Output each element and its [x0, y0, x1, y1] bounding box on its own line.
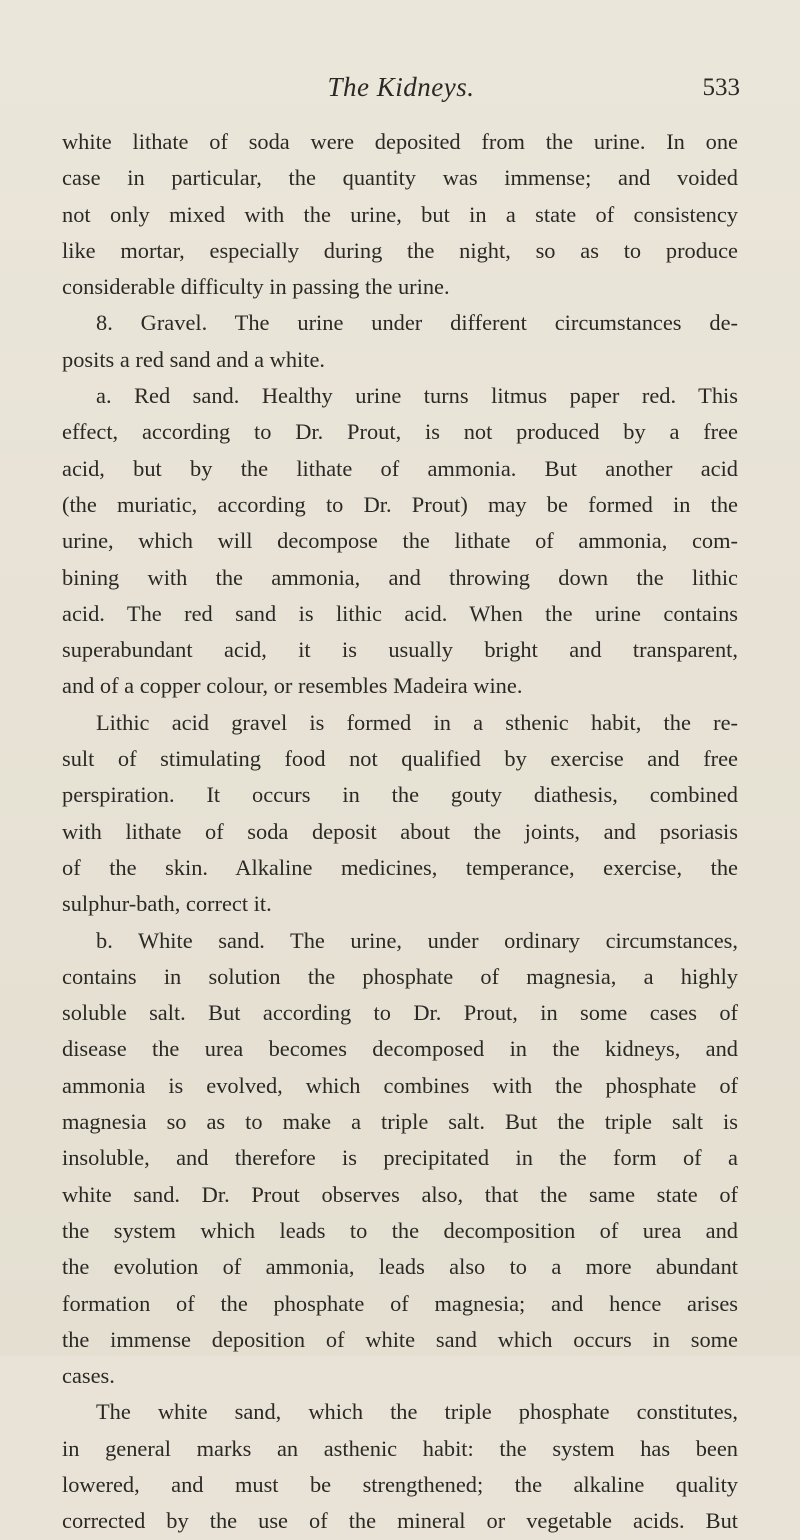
text-line: effect, according to Dr. Prout, is not produced by a free: [62, 419, 738, 445]
text-line: magnesia so as to make a triple salt. But the triple salt is: [62, 1109, 738, 1135]
text-line: the evolution of ammonia, leads also to a more abundant: [62, 1254, 738, 1280]
text-line: bining with the ammonia, and throwing down the lithic: [62, 564, 738, 590]
text-line: superabundant acid, it is usually bright and transparent,: [62, 637, 738, 663]
text-line: the system which leads to the decomposition of urea and: [62, 1217, 738, 1243]
text-line: white lithate of soda were deposited from the urine. In one: [62, 129, 738, 154]
text-line: like mortar, especially during the night, so as to produce: [62, 237, 738, 263]
text-line: perspiration. It occurs in the gouty diathesis, combined: [62, 782, 738, 808]
text-line: soluble salt. But according to Dr. Prout, in some cases of: [62, 1000, 738, 1026]
section-heading-gravel: 8. Gravel. The urine under different circumstances de-: [96, 310, 738, 336]
text-line: (the muriatic, according to Dr. Prout) may be formed in the: [62, 491, 738, 517]
paragraph-triple-phosphate: The white sand, which the triple phosphate constitutes,: [96, 1399, 738, 1425]
text-line: disease the urea becomes decomposed in the kidneys, and: [62, 1036, 738, 1062]
text-line: acid, but by the lithate of ammonia. But another acid: [62, 455, 738, 481]
text-line: white sand. Dr. Prout observes also, that the same state of: [62, 1181, 738, 1207]
text-line: corrected by the use of the mineral or vegetable acids. But: [62, 1508, 738, 1534]
text-line: of the skin. Alkaline medicines, temperance, exercise, the: [62, 854, 738, 880]
text-line: and of a copper colour, or resembles Madeira wine.: [62, 673, 523, 699]
text-line: insoluble, and therefore is precipitated in the form of a: [62, 1145, 738, 1171]
body-text: [62, 124, 738, 1540]
subsection-red-sand: a. Red sand. Healthy urine turns litmus paper red. This: [96, 383, 738, 409]
text-line: considerable difficulty in passing the urine.: [62, 274, 450, 300]
text-line: the immense deposition of white sand which occurs in some: [62, 1326, 738, 1352]
text-line: sult of stimulating food not qualified by exercise and free: [62, 746, 738, 772]
paragraph-lithic-gravel: Lithic acid gravel is formed in a sthenic habit, the re-: [96, 709, 738, 735]
text-line: cases.: [62, 1363, 115, 1389]
text-line: with lithate of soda deposit about the joints, and psoriasis: [62, 818, 738, 844]
text-line: lowered, and must be strengthened; the alkaline quality: [62, 1471, 738, 1497]
text-line: case in particular, the quantity was immense; and voided: [62, 165, 738, 191]
text-line: acid. The red sand is lithic acid. When the urine contains: [62, 600, 738, 626]
text-line: formation of the phosphate of magnesia; and hence arises: [62, 1290, 738, 1316]
text-line: in general marks an asthenic habit: the system has been: [62, 1435, 738, 1461]
page-number: 533: [702, 74, 740, 101]
text-line: not only mixed with the urine, but in a state of consistency: [62, 201, 738, 227]
text-line: urine, which will decompose the lithate of ammonia, com-: [62, 528, 738, 554]
text-line: ammonia is evolved, which combines with the phosphate of: [62, 1072, 738, 1098]
running-head: [62, 72, 740, 112]
text-line: posits a red sand and a white.: [62, 346, 326, 372]
text-line: sulphur-bath, correct it.: [62, 891, 272, 917]
subsection-white-sand: b. White sand. The urine, under ordinary circumstances,: [96, 927, 738, 953]
running-title: The Kidneys.: [327, 72, 475, 102]
text-line: contains in solution the phosphate of magnesia, a highly: [62, 963, 738, 989]
